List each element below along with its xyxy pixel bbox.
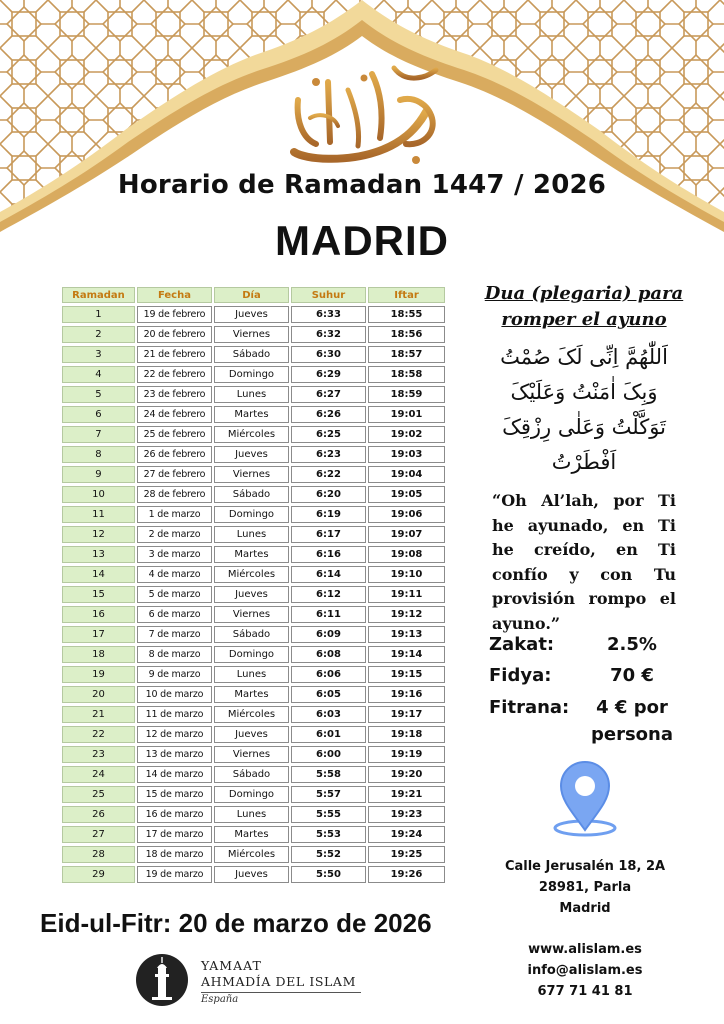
column-header: Iftar (368, 287, 445, 303)
iftar-cell: 18:55 (368, 306, 445, 323)
iftar-cell: 19:16 (368, 686, 445, 703)
date-cell: 27 de febrero (137, 466, 212, 483)
date-cell: 14 de marzo (137, 766, 212, 783)
dua-arabic-line: اَللّٰهُمَّ اِنِّی لَکَ صُمْتُ (500, 345, 668, 369)
weekday-cell: Sábado (214, 766, 289, 783)
date-cell: 10 de marzo (137, 686, 212, 703)
ramadan-kareem-calligraphy (276, 60, 448, 170)
suhur-cell: 6:08 (291, 646, 366, 663)
table-row (62, 706, 445, 723)
table-row (62, 426, 445, 443)
suhur-cell: 6:17 (291, 526, 366, 543)
ramadan-day-cell: 18 (62, 646, 135, 663)
iftar-cell: 19:19 (368, 746, 445, 763)
weekday-cell: Domingo (214, 366, 289, 383)
iftar-cell: 19:07 (368, 526, 445, 543)
weekday-cell: Viernes (214, 746, 289, 763)
weekday-cell: Miércoles (214, 846, 289, 863)
weekday-cell: Domingo (214, 786, 289, 803)
ramadan-day-cell: 17 (62, 626, 135, 643)
iftar-cell: 19:01 (368, 406, 445, 423)
table-row (62, 606, 445, 623)
iftar-cell: 18:57 (368, 346, 445, 363)
suhur-cell: 6:14 (291, 566, 366, 583)
ramadan-day-cell: 26 (62, 806, 135, 823)
address-line: Madrid (559, 901, 611, 916)
suhur-cell: 5:53 (291, 826, 366, 843)
suhur-cell: 5:50 (291, 866, 366, 883)
iftar-cell: 19:15 (368, 666, 445, 683)
date-cell: 8 de marzo (137, 646, 212, 663)
weekday-cell: Domingo (214, 646, 289, 663)
table-row (62, 546, 445, 563)
iftar-cell: 18:59 (368, 386, 445, 403)
table-row (62, 766, 445, 783)
date-cell: 7 de marzo (137, 626, 212, 643)
weekday-cell: Viernes (214, 606, 289, 623)
suhur-cell: 5:55 (291, 806, 366, 823)
table-row (62, 566, 445, 583)
dua-arabic-line: اَفْطَرْتُ (551, 450, 617, 474)
map-pin-icon (552, 758, 618, 838)
date-cell: 24 de febrero (137, 406, 212, 423)
date-cell: 28 de febrero (137, 486, 212, 503)
table-header-row (62, 287, 445, 303)
iftar-cell: 19:21 (368, 786, 445, 803)
org-divider (201, 992, 361, 993)
ramadan-day-cell: 28 (62, 846, 135, 863)
iftar-cell: 19:25 (368, 846, 445, 863)
iftar-cell: 19:20 (368, 766, 445, 783)
page-title: Horario de Ramadan 1447 / 2026 (117, 170, 607, 200)
suhur-cell: 6:06 (291, 666, 366, 683)
date-cell: 20 de febrero (137, 326, 212, 343)
column-header: Fecha (137, 287, 212, 303)
fitrana-label: Fitrana: (489, 697, 570, 718)
ramadan-day-cell: 3 (62, 346, 135, 363)
table-row (62, 386, 445, 403)
date-cell: 26 de febrero (137, 446, 212, 463)
weekday-cell: Viernes (214, 326, 289, 343)
date-cell: 5 de marzo (137, 586, 212, 603)
suhur-cell: 6:22 (291, 466, 366, 483)
dua-title (474, 281, 694, 333)
date-cell: 22 de febrero (137, 366, 212, 383)
dua-translation: “Oh Al’lah, por Ti he ayunado, en Ti he creído, en Ti confío y con Tu provisión rompo el ayuno.” (492, 491, 676, 633)
table-row (62, 586, 445, 603)
ramadan-day-cell: 15 (62, 586, 135, 603)
suhur-cell: 6:03 (291, 706, 366, 723)
date-cell: 1 de marzo (137, 506, 212, 523)
weekday-cell: Domingo (214, 506, 289, 523)
date-cell: 19 de febrero (137, 306, 212, 323)
table-row (62, 846, 445, 863)
table-row (62, 346, 445, 363)
ramadan-day-cell: 23 (62, 746, 135, 763)
weekday-cell: Martes (214, 686, 289, 703)
table-row (62, 686, 445, 703)
iftar-cell: 19:06 (368, 506, 445, 523)
suhur-cell: 6:05 (291, 686, 366, 703)
ramadan-day-cell: 22 (62, 726, 135, 743)
iftar-cell: 19:13 (368, 626, 445, 643)
address-line: 28981, Parla (538, 880, 632, 895)
table-row (62, 466, 445, 483)
fitrana-value-unit: persona (590, 724, 673, 745)
weekday-cell: Sábado (214, 626, 289, 643)
table-row (62, 746, 445, 763)
weekday-cell: Miércoles (214, 706, 289, 723)
table-row (62, 666, 445, 683)
table-row (62, 326, 445, 343)
iftar-cell: 19:05 (368, 486, 445, 503)
table-row (62, 866, 445, 883)
ramadan-day-cell: 20 (62, 686, 135, 703)
suhur-cell: 6:30 (291, 346, 366, 363)
website-link[interactable]: www.alislam.es (528, 942, 642, 957)
weekday-cell: Jueves (214, 726, 289, 743)
ramadan-day-cell: 10 (62, 486, 135, 503)
table-row (62, 406, 445, 423)
ramadan-day-cell: 6 (62, 406, 135, 423)
suhur-cell: 6:01 (291, 726, 366, 743)
weekday-cell: Lunes (214, 806, 289, 823)
suhur-cell: 6:25 (291, 426, 366, 443)
date-cell: 25 de febrero (137, 426, 212, 443)
zakat-label: Zakat: (489, 634, 555, 655)
fidya-label: Fidya: (489, 665, 552, 686)
ramadan-day-cell: 14 (62, 566, 135, 583)
suhur-cell: 6:29 (291, 366, 366, 383)
weekday-cell: Martes (214, 826, 289, 843)
minaret-logo-icon (136, 954, 188, 1006)
suhur-cell: 6:33 (291, 306, 366, 323)
weekday-cell: Viernes (214, 466, 289, 483)
date-cell: 9 de marzo (137, 666, 212, 683)
iftar-cell: 18:56 (368, 326, 445, 343)
suhur-cell: 6:09 (291, 626, 366, 643)
ramadan-day-cell: 25 (62, 786, 135, 803)
weekday-cell: Jueves (214, 446, 289, 463)
date-cell: 21 de febrero (137, 346, 212, 363)
weekday-cell: Sábado (214, 486, 289, 503)
ramadan-day-cell: 27 (62, 826, 135, 843)
org-name-line1: YAMAAT (201, 958, 262, 973)
iftar-cell: 19:24 (368, 826, 445, 843)
date-cell: 17 de marzo (137, 826, 212, 843)
iftar-cell: 19:02 (368, 426, 445, 443)
table-row (62, 526, 445, 543)
ramadan-day-cell: 1 (62, 306, 135, 323)
iftar-cell: 19:14 (368, 646, 445, 663)
date-cell: 23 de febrero (137, 386, 212, 403)
org-country: España (201, 994, 239, 1005)
weekday-cell: Sábado (214, 346, 289, 363)
suhur-cell: 6:27 (291, 386, 366, 403)
ramadan-schedule-table (60, 284, 447, 886)
weekday-cell: Lunes (214, 526, 289, 543)
weekday-cell: Martes (214, 406, 289, 423)
table-row (62, 306, 445, 323)
suhur-cell: 6:19 (291, 506, 366, 523)
ramadan-day-cell: 7 (62, 426, 135, 443)
table-row (62, 826, 445, 843)
suhur-cell: 6:11 (291, 606, 366, 623)
dua-arabic-line: وَبِکَ اٰمَنْتُ وَعَلَیْکَ (510, 380, 658, 404)
ramadan-day-cell: 9 (62, 466, 135, 483)
eid-date: Eid-ul-Fitr: 20 de marzo de 2026 (40, 908, 432, 938)
suhur-cell: 6:00 (291, 746, 366, 763)
suhur-cell: 6:16 (291, 546, 366, 563)
ramadan-day-cell: 21 (62, 706, 135, 723)
weekday-cell: Martes (214, 546, 289, 563)
suhur-cell: 6:26 (291, 406, 366, 423)
iftar-cell: 18:58 (368, 366, 445, 383)
date-cell: 16 de marzo (137, 806, 212, 823)
zakat-value: 2.5% (607, 634, 657, 655)
ramadan-day-cell: 5 (62, 386, 135, 403)
date-cell: 18 de marzo (137, 846, 212, 863)
weekday-cell: Jueves (214, 306, 289, 323)
ramadan-day-cell: 11 (62, 506, 135, 523)
column-header: Día (214, 287, 289, 303)
ramadan-day-cell: 29 (62, 866, 135, 883)
date-cell: 4 de marzo (137, 566, 212, 583)
suhur-cell: 6:12 (291, 586, 366, 603)
email-link[interactable]: info@alislam.es (527, 963, 643, 978)
iftar-cell: 19:26 (368, 866, 445, 883)
weekday-cell: Miércoles (214, 566, 289, 583)
iftar-cell: 19:04 (368, 466, 445, 483)
suhur-cell: 6:32 (291, 326, 366, 343)
phone-number: 677 71 41 81 (537, 984, 633, 999)
iftar-cell: 19:18 (368, 726, 445, 743)
column-header: Suhur (291, 287, 366, 303)
weekday-cell: Miércoles (214, 426, 289, 443)
ramadan-day-cell: 12 (62, 526, 135, 543)
suhur-cell: 6:20 (291, 486, 366, 503)
date-cell: 13 de marzo (137, 746, 212, 763)
iftar-cell: 19:03 (368, 446, 445, 463)
address-line: Calle Jerusalén 18, 2A (504, 859, 666, 874)
table-row (62, 366, 445, 383)
weekday-cell: Jueves (214, 866, 289, 883)
ramadan-day-cell: 8 (62, 446, 135, 463)
suhur-cell: 6:23 (291, 446, 366, 463)
iftar-cell: 19:17 (368, 706, 445, 723)
weekday-cell: Jueves (214, 586, 289, 603)
date-cell: 2 de marzo (137, 526, 212, 543)
table-row (62, 726, 445, 743)
table-row (62, 806, 445, 823)
dua-arabic-line: تَوَکَّلْتُ وَعَلٰی رِزْقِکَ (502, 415, 666, 439)
org-name-line2: AHMADÍA DEL ISLAM (201, 974, 356, 989)
ramadan-day-cell: 24 (62, 766, 135, 783)
weekday-cell: Lunes (214, 666, 289, 683)
iftar-cell: 19:11 (368, 586, 445, 603)
iftar-cell: 19:23 (368, 806, 445, 823)
ramadan-day-cell: 19 (62, 666, 135, 683)
date-cell: 19 de marzo (137, 866, 212, 883)
iftar-cell: 19:08 (368, 546, 445, 563)
weekday-cell: Lunes (214, 386, 289, 403)
table-row (62, 486, 445, 503)
suhur-cell: 5:52 (291, 846, 366, 863)
dua-arabic-text (478, 340, 690, 480)
ramadan-day-cell: 13 (62, 546, 135, 563)
ramadan-day-cell: 2 (62, 326, 135, 343)
date-cell: 15 de marzo (137, 786, 212, 803)
dua-title-line2: romper el ayuno (501, 309, 667, 330)
suhur-cell: 5:58 (291, 766, 366, 783)
date-cell: 3 de marzo (137, 546, 212, 563)
ramadan-day-cell: 4 (62, 366, 135, 383)
iftar-cell: 19:10 (368, 566, 445, 583)
city-name: MADRID (275, 217, 449, 264)
table-row (62, 646, 445, 663)
ramadan-day-cell: 16 (62, 606, 135, 623)
column-header: Ramadan (62, 287, 135, 303)
table-row (62, 446, 445, 463)
date-cell: 12 de marzo (137, 726, 212, 743)
dua-title-line1: Dua (plegaria) para (484, 283, 684, 304)
date-cell: 11 de marzo (137, 706, 212, 723)
iftar-cell: 19:12 (368, 606, 445, 623)
fidya-value: 70 € (610, 665, 654, 686)
fitrana-value: 4 € por (596, 697, 668, 718)
table-row (62, 626, 445, 643)
table-row (62, 506, 445, 523)
suhur-cell: 5:57 (291, 786, 366, 803)
date-cell: 6 de marzo (137, 606, 212, 623)
table-row (62, 786, 445, 803)
